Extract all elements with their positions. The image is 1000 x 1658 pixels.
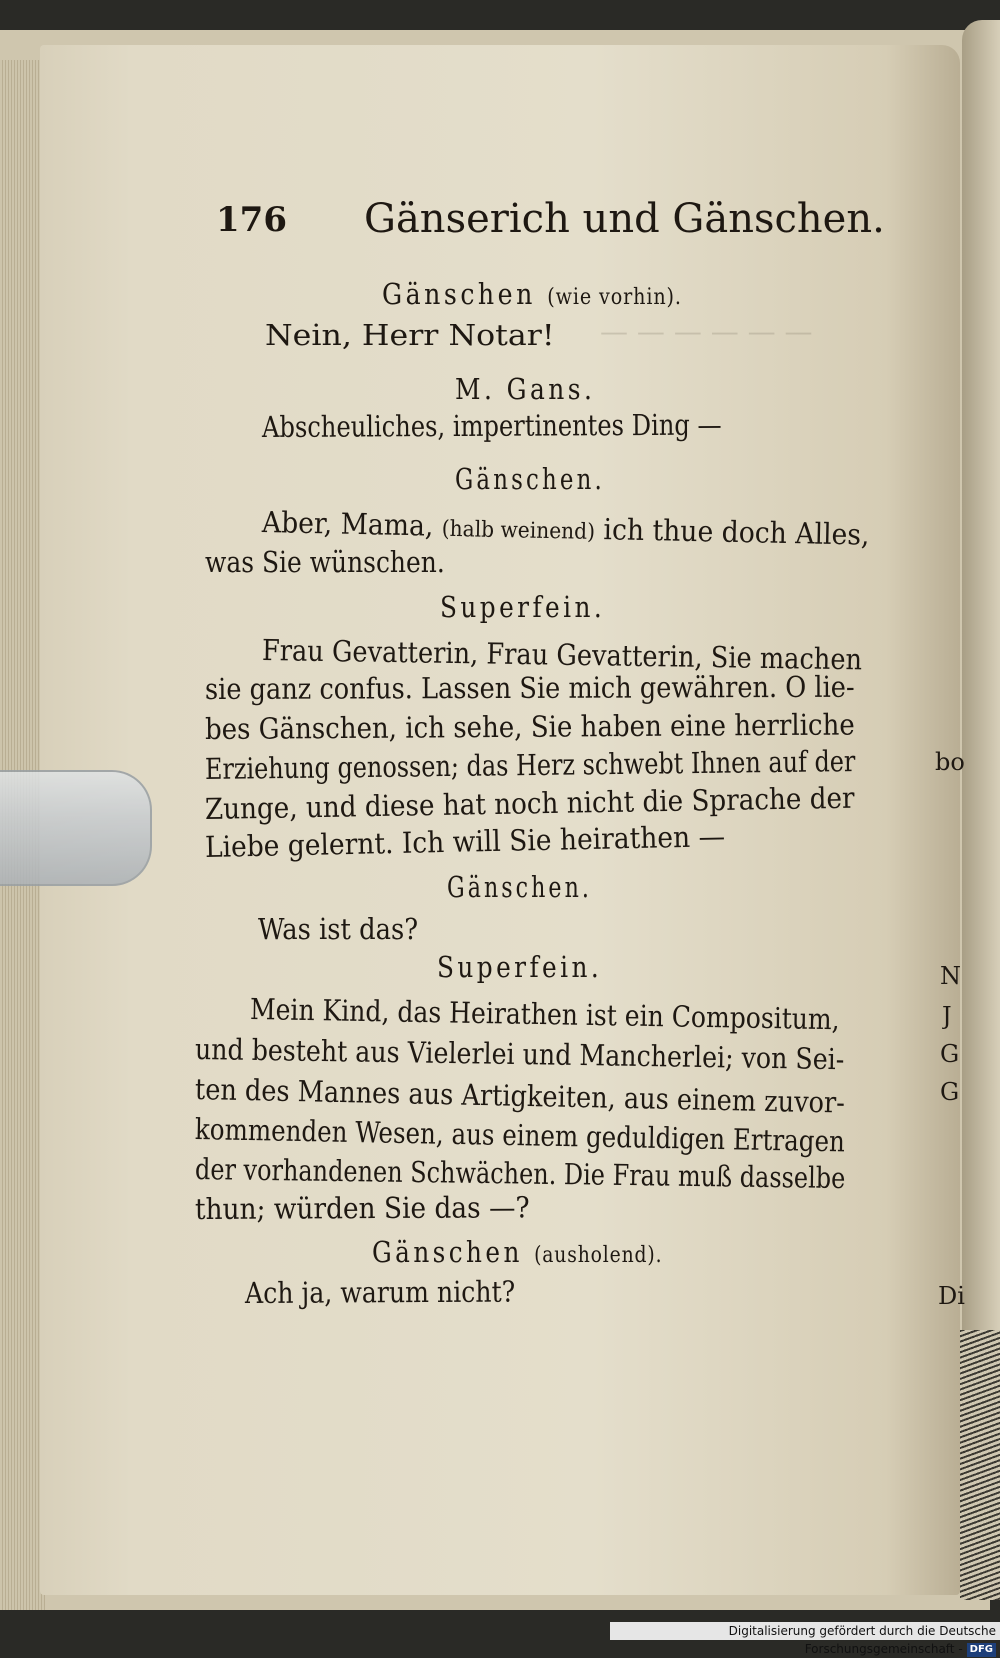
text-line (262, 408, 722, 444)
text-line (205, 545, 445, 579)
text-line (258, 912, 418, 946)
line-text: M. Gans. (455, 372, 596, 406)
speaker-name (447, 870, 592, 904)
line-text: Gänschen (382, 277, 536, 311)
line-text: Was ist das? (258, 912, 419, 946)
text-line (245, 1275, 515, 1310)
page-number: 176 (216, 200, 287, 240)
show-through: — — — — — — (600, 315, 813, 348)
speaker-name (382, 277, 682, 311)
line-text: Superfein. (437, 950, 603, 984)
next-page-fragment: N (940, 962, 961, 990)
next-page-fragment: bo (935, 748, 965, 776)
line-text: Gänschen (372, 1235, 523, 1269)
speaker-name (455, 372, 595, 406)
line-text: was Sie wünschen. (205, 545, 445, 579)
stage-direction: (wie vorhin). (547, 285, 682, 310)
digitization-footer (610, 1622, 1000, 1656)
right-page-edges (960, 1330, 1000, 1600)
line-text: der vorhandenen Schwächen. Die Frau muß dasselbe (194, 1152, 846, 1196)
speaker-name (372, 1235, 662, 1269)
next-page-fragment: G (940, 1078, 960, 1106)
dfg-logo: DFG (967, 1643, 996, 1657)
running-title: Gänserich und Gänschen. (364, 196, 885, 242)
speaker-name (437, 950, 602, 984)
line-text: thun; würden Sie das —? (194, 1190, 530, 1226)
line-text: Liebe gelernt. Ich will Sie heirathen — (204, 819, 726, 864)
stage-direction: (ausholend). (534, 1243, 663, 1268)
line-text: und besteht aus Vielerlei und Mancherlei; von Sei- (194, 1032, 845, 1077)
line-text: sie ganz confus. Lassen Sie mich gewähren. O lie- (204, 669, 855, 706)
next-page-fragment: J (942, 1002, 952, 1030)
line-text: Erziehung genossen; das Herz schwebt Ihnen auf der (204, 744, 856, 786)
speaker-name (455, 462, 605, 496)
line-text: ten des Mannes aus Artigkeiten, aus einem zuvor- (194, 1072, 846, 1120)
line-text: Mein Kind, das Heirathen ist ein Compositum, (249, 992, 840, 1037)
next-page-fragment: Di (938, 1282, 965, 1310)
next-page-fragment: G (940, 1040, 960, 1068)
line-text: Zunge, und diese hat noch nicht die Sprache der (204, 780, 855, 826)
line-text: Superfein. (440, 590, 606, 624)
line-text: Nein, Herr Notar! (265, 318, 555, 352)
line-text: Aber, Mama, (261, 505, 434, 543)
line-text: bes Gänschen, ich sehe, Sie haben eine herrliche (204, 707, 855, 746)
line-text: Frau Gevatterin, Frau Gevatterin, Sie machen (261, 633, 863, 677)
bookmark-clip (0, 770, 152, 886)
speaker-name (440, 590, 605, 624)
line-text: Ach ja, warum nicht? (244, 1274, 516, 1310)
line-text: kommenden Wesen, aus einem geduldigen Ertragen (194, 1112, 846, 1159)
line-text: Gänschen. (455, 462, 605, 496)
line-text: Abscheuliches, impertinentes Ding — (261, 407, 722, 444)
line-text-continued: ich thue doch Alles, (603, 512, 870, 552)
footer-credit: Digitalisierung gefördert durch die Deutsche Forschungsgemeinschaft - (728, 1624, 996, 1656)
text-line (205, 670, 855, 706)
text-line (205, 707, 855, 746)
stage-direction: (halb weinend) (441, 516, 596, 545)
text-line (195, 1190, 530, 1226)
line-text: Gänschen. (447, 870, 592, 904)
text-line (265, 318, 555, 352)
